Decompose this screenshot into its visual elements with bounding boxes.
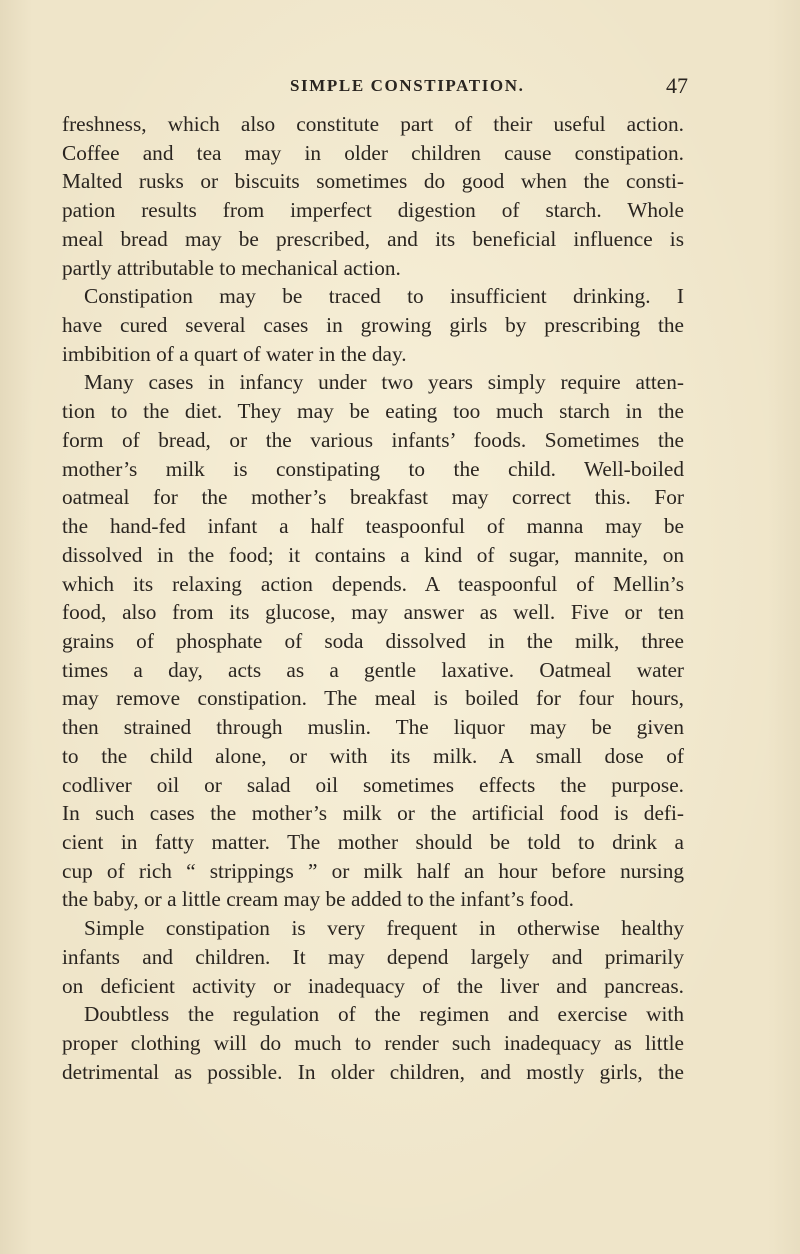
- text-line: Many cases in infancy under two years simply require atten-: [84, 370, 684, 395]
- text-line: partly attributable to mechanical action.: [62, 255, 401, 280]
- text-line: times a day, acts as a gentle laxative. Oatmeal water: [62, 657, 684, 682]
- text-line: cup of rich “ strippings ” or milk half an hour before nursing: [62, 858, 684, 883]
- text-line: oatmeal for the mother’s breakfast may correct this. For: [62, 485, 684, 510]
- text-line: the baby, or a little cream may be added to the infant’s food.: [62, 887, 574, 912]
- text-line: grains of phosphate of soda dissolved in the milk, three: [62, 628, 684, 653]
- text-line: may remove constipation. The meal is boiled for four hours,: [62, 686, 684, 711]
- body-text: [62, 110, 684, 1086]
- text-line: Constipation may be traced to insufficient drinking. I: [84, 284, 684, 309]
- text-line: infants and children. It may depend largely and primarily: [62, 944, 684, 969]
- text-line: Simple constipation is very frequent in otherwise healthy: [84, 916, 684, 941]
- text-line: cient in fatty matter. The mother should be told to drink a: [62, 829, 684, 854]
- text-line: then strained through muslin. The liquor may be given: [62, 715, 684, 740]
- text-line: form of bread, or the various infants’ foods. Sometimes the: [62, 427, 684, 452]
- text-line: which its relaxing action depends. A teaspoonful of Mellin’s: [62, 571, 684, 596]
- page-number: 47: [666, 73, 688, 98]
- text-line: food, also from its glucose, may answer as well. Five or ten: [62, 600, 684, 625]
- text-line: meal bread may be prescribed, and its beneficial influence is: [62, 226, 684, 251]
- running-head: SIMPLE CONSTIPATION.: [290, 76, 525, 95]
- text-line: codliver oil or salad oil sometimes effects the purpose.: [62, 772, 684, 797]
- text-line: Doubtless the regulation of the regimen and exercise with: [84, 1002, 684, 1027]
- text-line: imbibition of a quart of water in the day.: [62, 341, 407, 366]
- text-line: the hand-fed infant a half teaspoonful of manna may be: [62, 514, 684, 539]
- text-line: on deficient activity or inadequacy of the liver and pancreas.: [62, 973, 684, 998]
- text-line: to the child alone, or with its milk. A small dose of: [62, 743, 684, 768]
- text-line: mother’s milk is constipating to the child. Well-boiled: [62, 456, 684, 481]
- text-line: dissolved in the food; it contains a kind of sugar, mannite, on: [62, 542, 684, 567]
- text-line: In such cases the mother’s milk or the artificial food is defi-: [62, 801, 684, 826]
- text-line: have cured several cases in growing girls by prescribing the: [62, 313, 684, 338]
- page-header: [290, 71, 690, 101]
- text-line: Coffee and tea may in older children cause constipation.: [62, 140, 684, 165]
- text-line: pation results from imperfect digestion of starch. Whole: [62, 198, 684, 223]
- text-line: Malted rusks or biscuits sometimes do good when the consti-: [62, 169, 684, 194]
- text-line: tion to the diet. They may be eating too much starch in the: [62, 399, 684, 424]
- text-line: proper clothing will do much to render such inadequacy as little: [62, 1031, 684, 1055]
- text-line: detrimental as possible. In older children, and mostly girls, the: [62, 1059, 684, 1084]
- text-line: freshness, which also constitute part of their useful action.: [62, 112, 684, 136]
